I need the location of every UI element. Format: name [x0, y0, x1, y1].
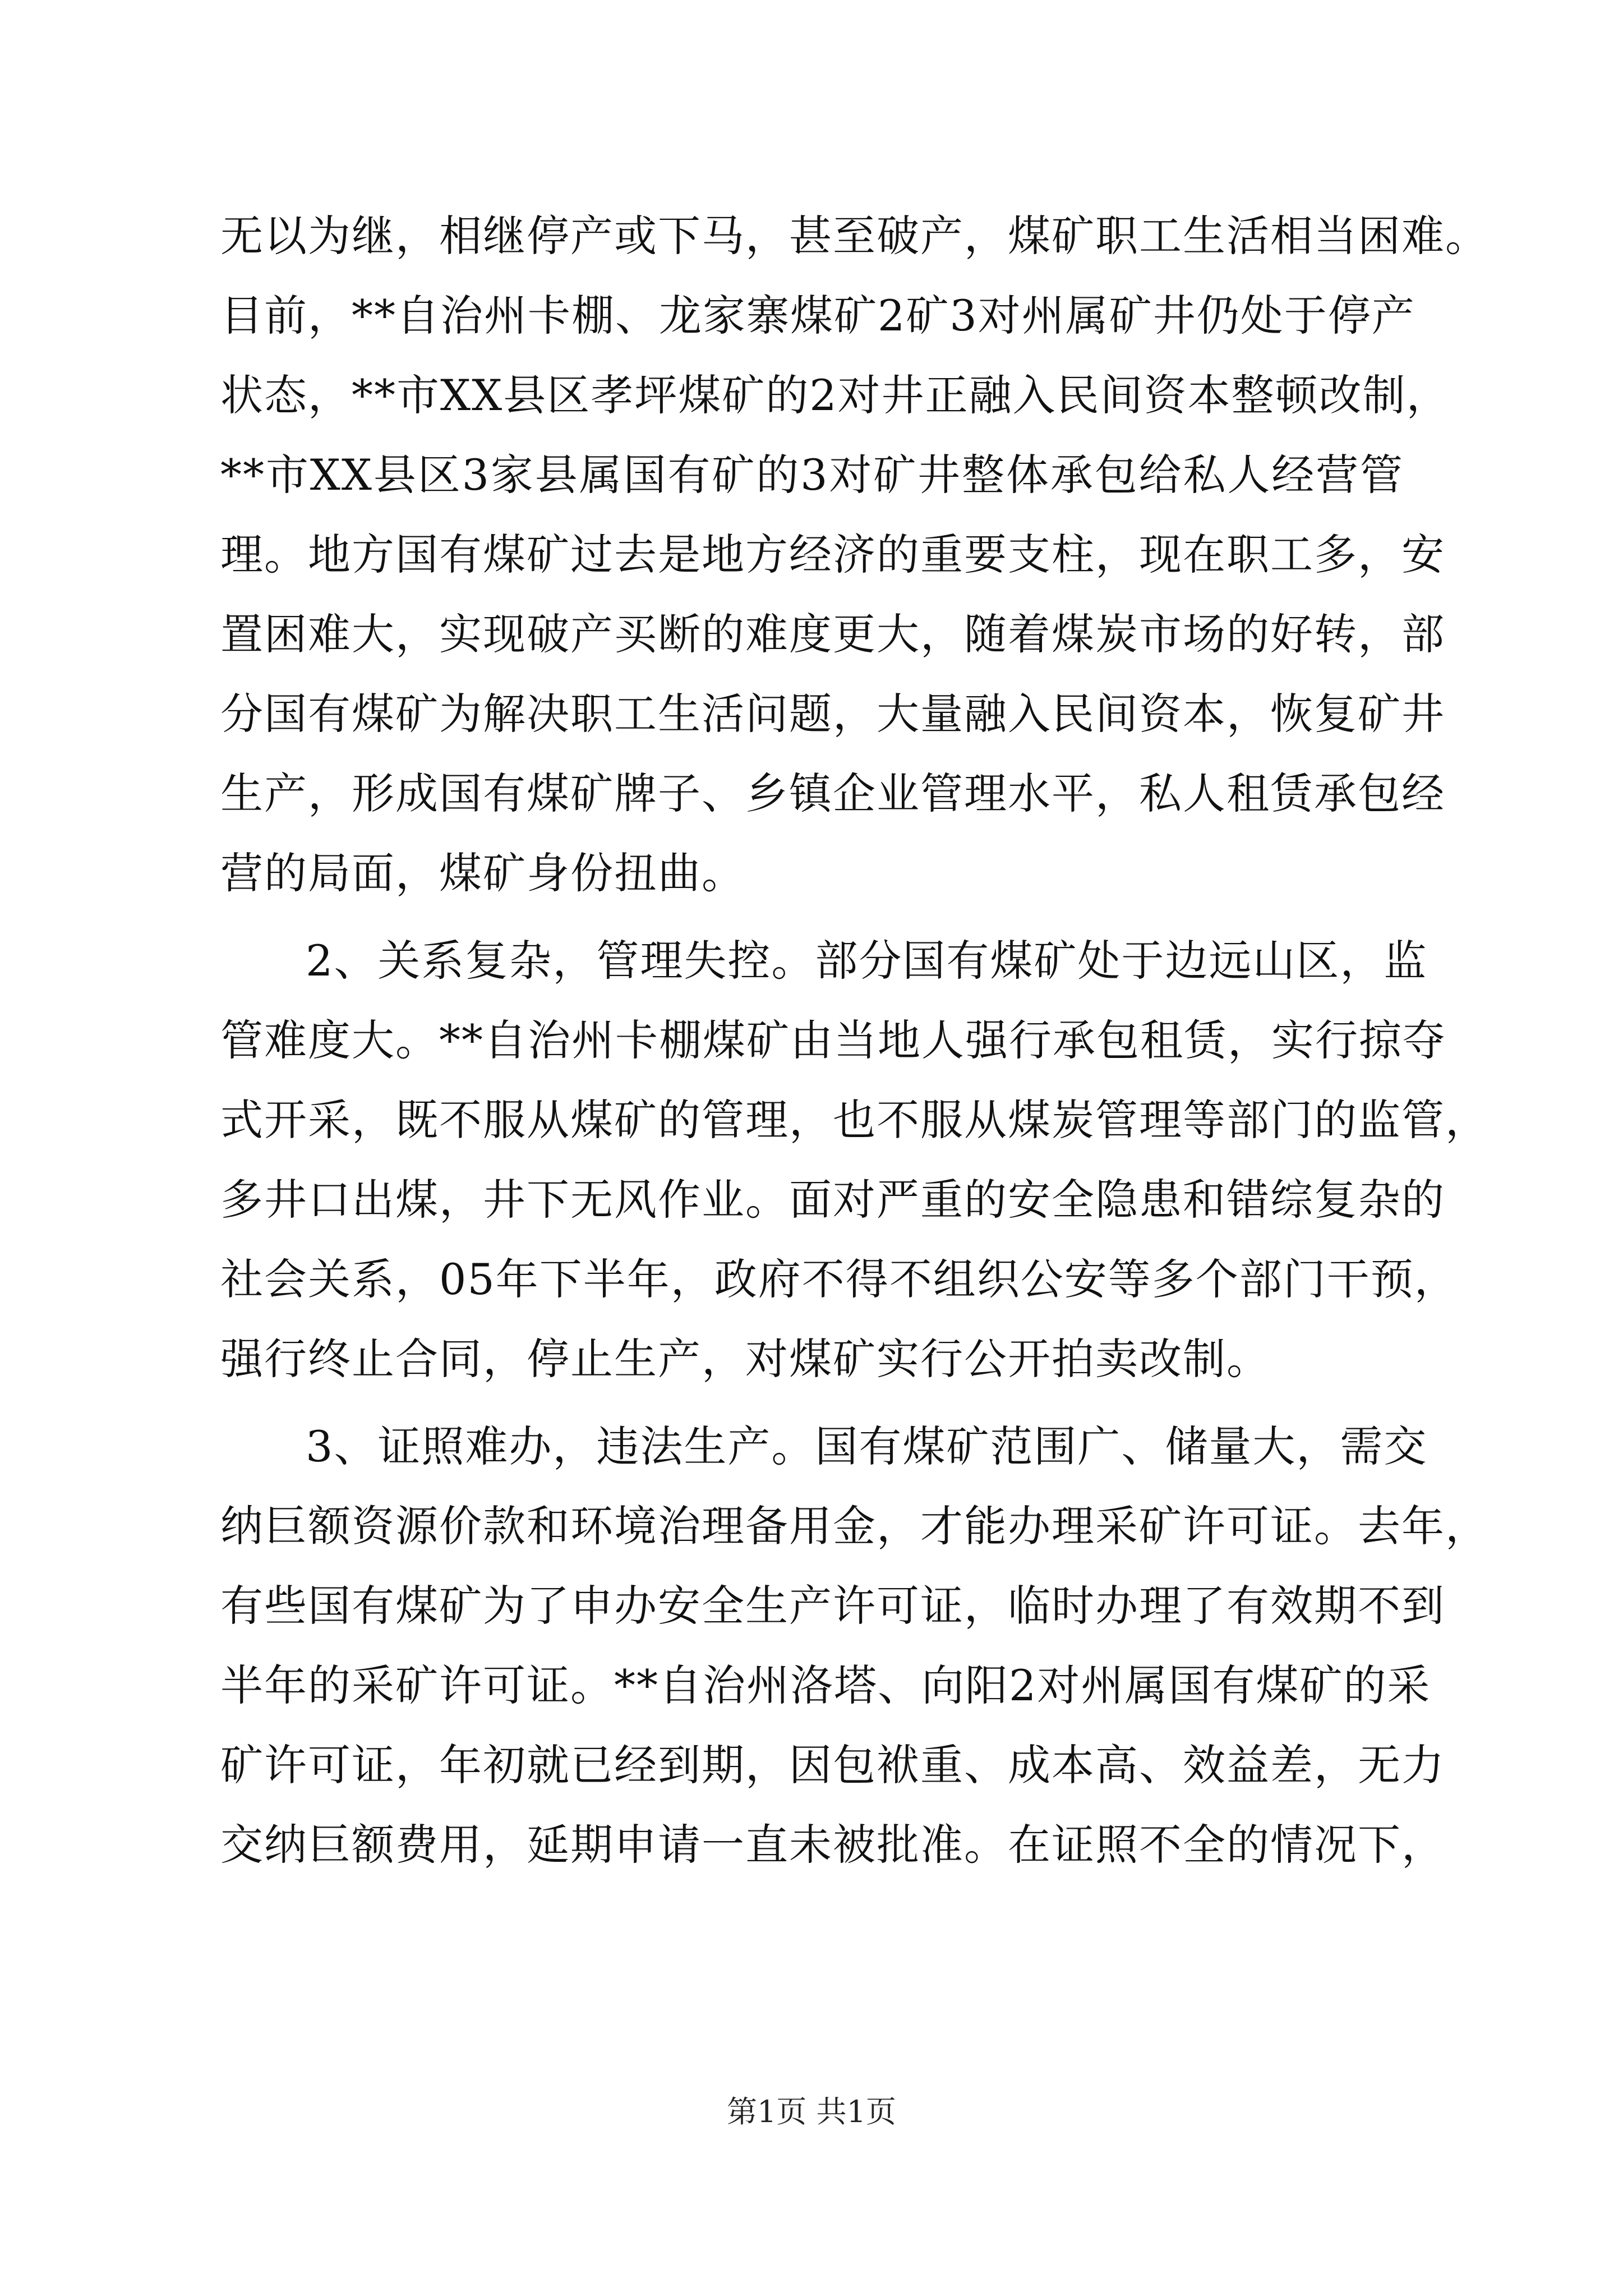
text-line: 生产，形成国有煤矿牌子、乡镇企业管理水平，私人租赁承包经: [220, 769, 1445, 818]
text-line: 有些国有煤矿为了申办安全生产许可证，临时办理了有效期不到: [220, 1581, 1445, 1631]
text-line: 分国有煤矿为解决职工生活问题，大量融入民间资本，恢复矿井: [220, 689, 1445, 739]
text-line: **市XX县区3家县属国有矿的3对矿井整体承包给私人经营管: [220, 450, 1404, 500]
text-line: 3、证照难办，违法生产。国有煤矿范围广、储量大，需交: [306, 1421, 1428, 1471]
text-line: 管难度大。**自治州卡棚煤矿由当地人强行承包租赁，实行掠夺: [220, 1015, 1446, 1065]
text-line: 无以为继，相继停产或下马，甚至破产，煤矿职工生活相当困难。: [220, 211, 1489, 261]
text-line: 矿许可证，年初就已经到期，因包袱重、成本高、效益差，无力: [220, 1740, 1445, 1790]
paragraph-spacer: [220, 1399, 1404, 1407]
paragraph-2: [220, 921, 1489, 1399]
document-body: [220, 196, 1489, 1885]
text-line: 式开采，既不服从煤矿的管理，也不服从煤炭管理等部门的监管，: [220, 1095, 1489, 1145]
text-line: 交纳巨额费用，延期申请一直未被批准。在证照不全的情况下，: [220, 1820, 1445, 1870]
text-line: 多井口出煤，井下无风作业。面对严重的安全隐患和错综复杂的: [220, 1175, 1445, 1225]
text-line: 社会关系，05年下半年，政府不得不组织公安等多个部门干预，: [220, 1254, 1458, 1304]
text-line: 营的局面，煤矿身份扭曲。: [220, 848, 745, 898]
paragraph-spacer: [220, 913, 1404, 921]
text-line: 状态，**市XX县区孝坪煤矿的2对井正融入民间资本整顿改制，: [220, 370, 1450, 420]
paragraph-3: [220, 1407, 1489, 1885]
text-line: 纳巨额资源价款和环境治理备用金，才能办理采矿许可证。去年，: [220, 1501, 1489, 1551]
page-footer: 第1页 共1页: [727, 2094, 896, 2129]
text-line: 目前，**自治州卡棚、龙家寨煤矿2矿3对州属矿井仍处于停产: [220, 291, 1415, 341]
paragraph-1: [220, 196, 1489, 913]
text-line: 半年的采矿许可证。**自治州洛塔、向阳2对州属国有煤矿的采: [220, 1660, 1431, 1710]
text-line: 理。地方国有煤矿过去是地方经济的重要支柱，现在职工多，安: [220, 530, 1445, 579]
text-line: 强行终止合同，停止生产，对煤矿实行公开拍卖改制。: [220, 1334, 1270, 1384]
text-line: 2、关系复杂，管理失控。部分国有煤矿处于边远山区，监: [306, 936, 1428, 986]
text-line: 置困难大，实现破产买断的难度更大，随着煤炭市场的好转，部: [220, 609, 1445, 659]
